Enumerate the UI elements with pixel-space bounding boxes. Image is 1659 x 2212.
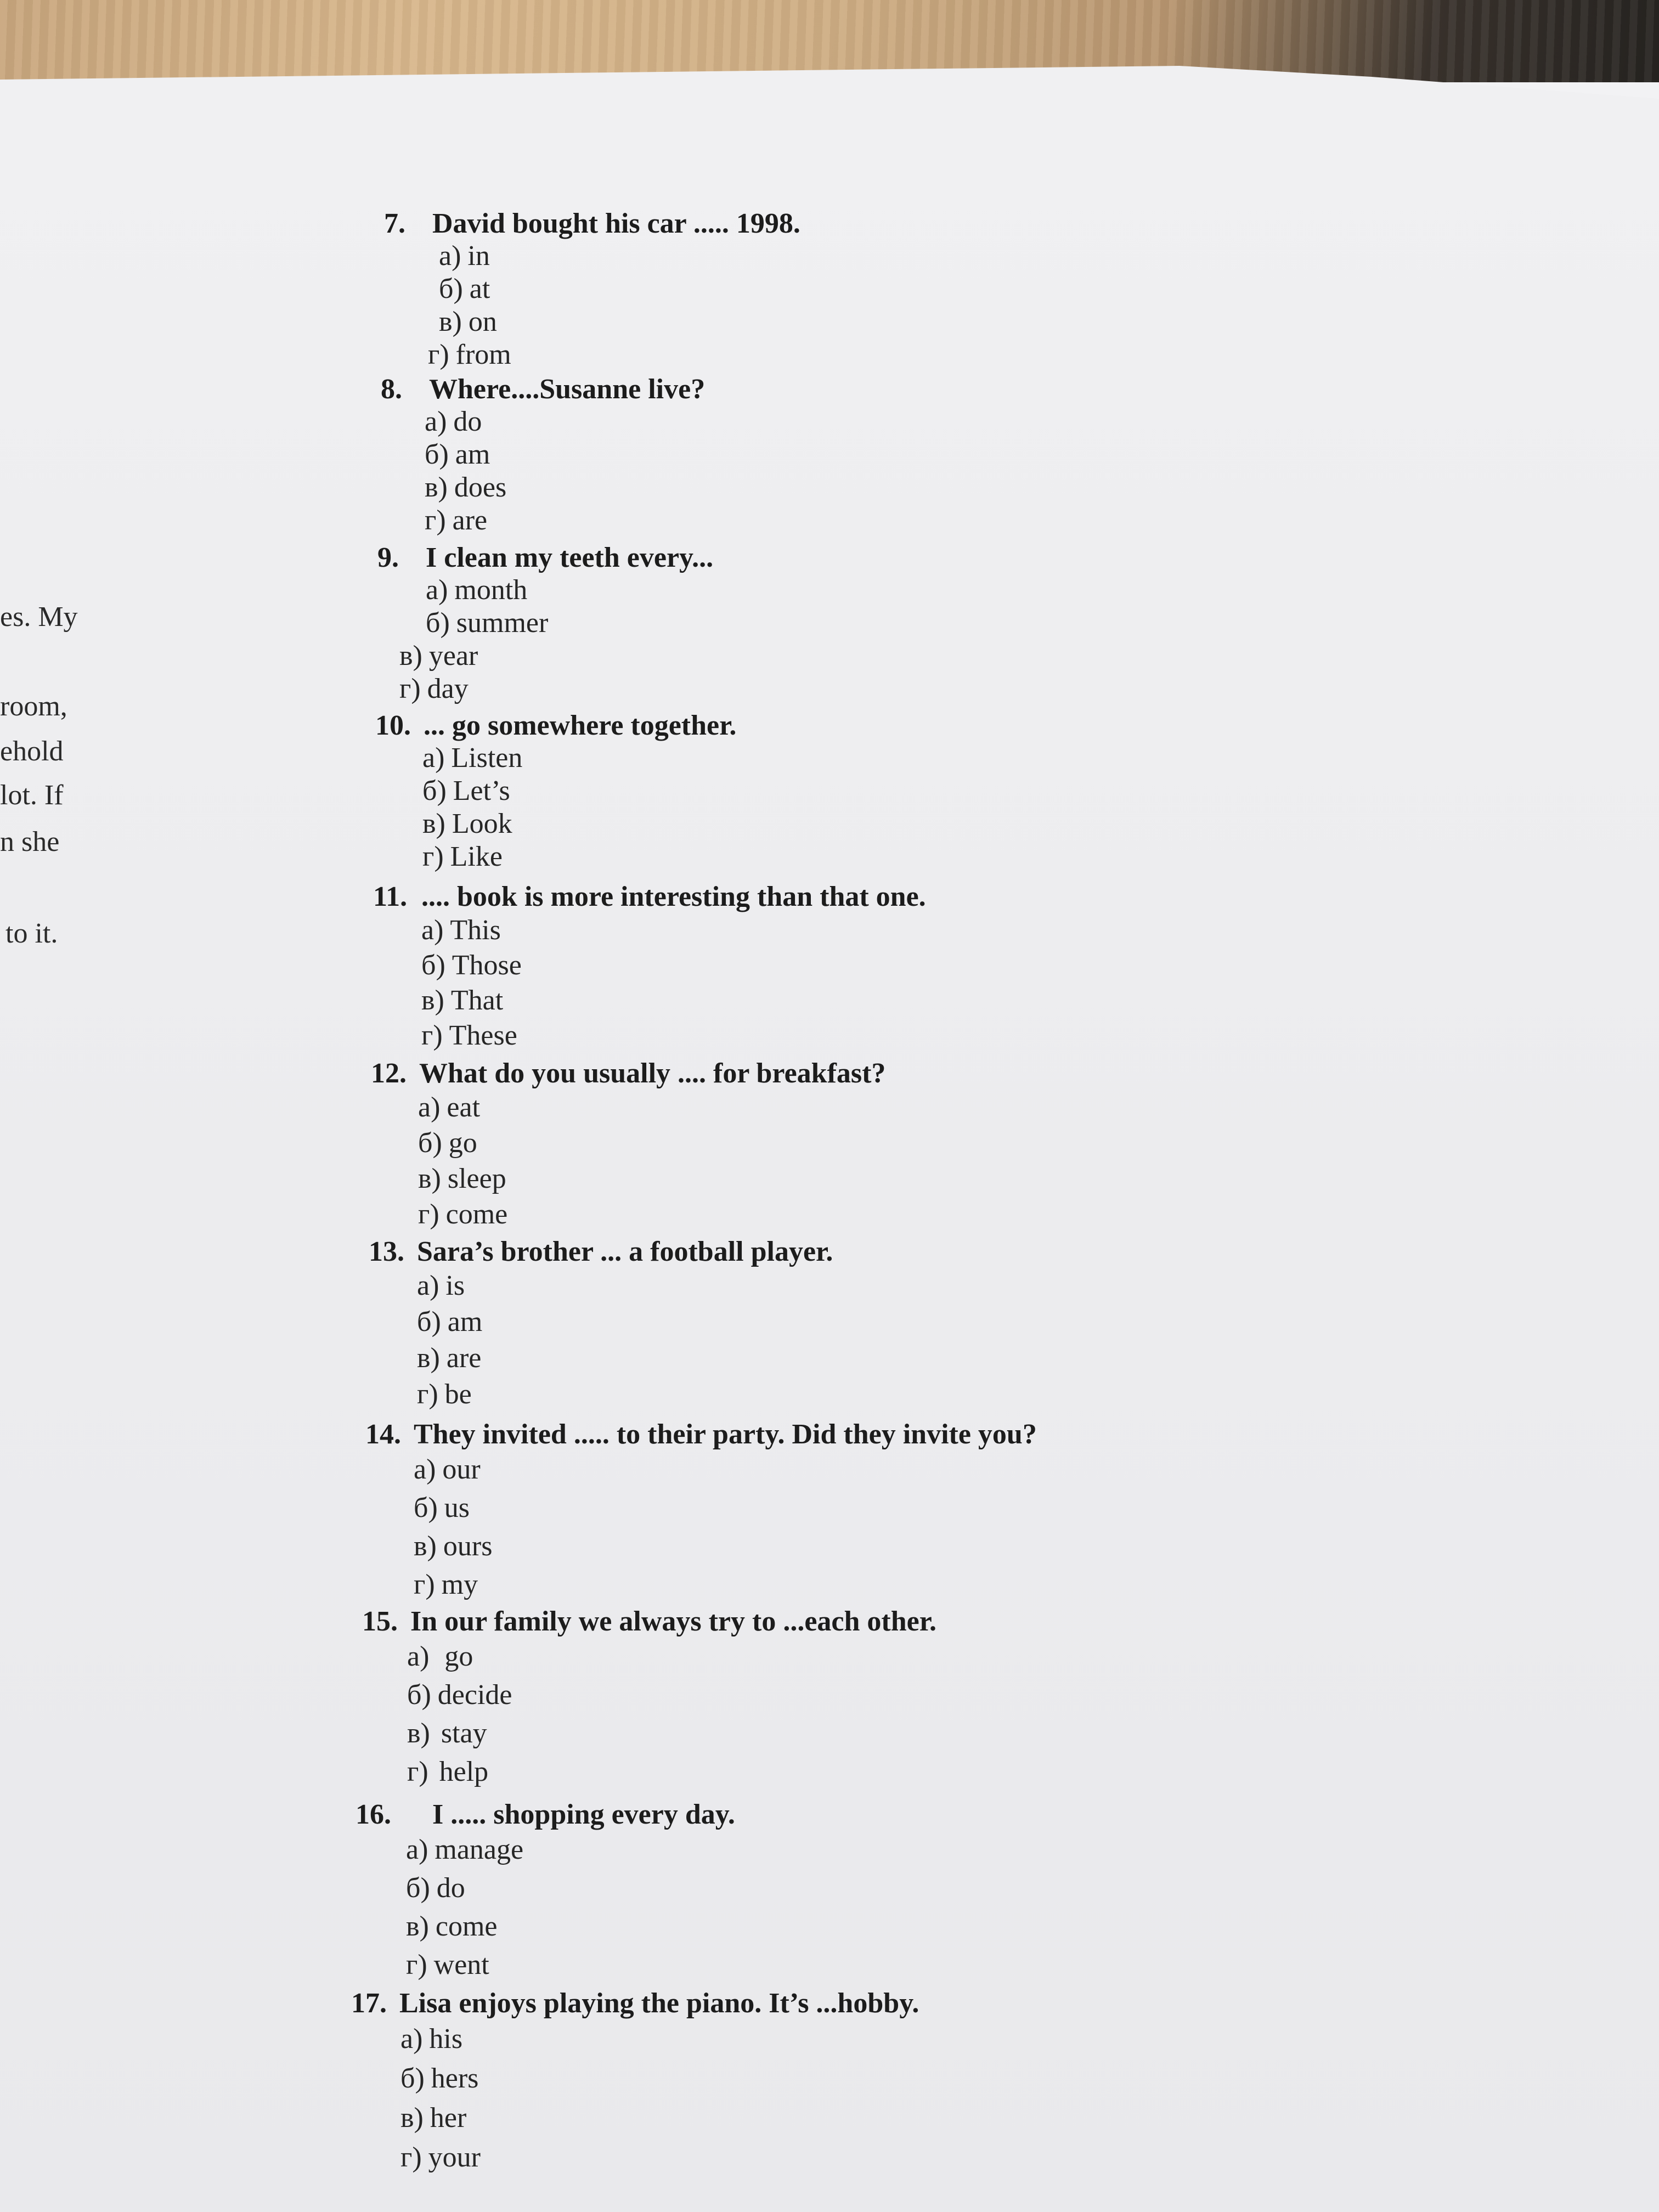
answer-option[interactable]: б) summer — [426, 607, 549, 639]
answer-option[interactable]: г) went — [406, 1949, 489, 1980]
question-text: What do you usually .... for breakfast? — [419, 1058, 886, 1089]
question-text: ... go somewhere together. — [424, 710, 737, 741]
answer-option[interactable]: а) his — [400, 2023, 463, 2055]
answer-option[interactable]: б) Those — [421, 950, 522, 981]
answer-option[interactable]: в) on — [439, 306, 497, 337]
answer-option[interactable]: б) decide — [407, 1679, 512, 1711]
left-fragment: n she — [0, 826, 60, 857]
left-fragment: es. My — [0, 601, 78, 633]
question-text: I ..... shopping every day. — [432, 1799, 735, 1830]
question-9 — [377, 541, 1365, 706]
question-17 — [351, 1987, 1339, 2177]
question-prompt — [362, 1605, 1350, 1638]
answer-option[interactable]: г) day — [399, 673, 469, 704]
question-prompt — [381, 373, 1368, 405]
question-number: 9. — [377, 542, 399, 573]
answer-option[interactable]: в) year — [399, 640, 478, 672]
question-prompt — [371, 1057, 1358, 1090]
left-fragment: lot. If — [0, 780, 64, 811]
question-10 — [375, 709, 1363, 873]
answer-option[interactable]: а) eat — [418, 1092, 481, 1123]
question-text: I clean my teeth every... — [426, 542, 714, 573]
answer-option[interactable]: а) do — [425, 406, 482, 437]
answer-option[interactable]: в) come — [406, 1911, 498, 1942]
answer-option[interactable]: в) are — [417, 1342, 482, 1374]
answer-option[interactable]: г) be — [417, 1379, 472, 1410]
question-number: 7. — [384, 208, 405, 239]
left-fragment: ehold — [0, 736, 64, 767]
question-11 — [373, 881, 1361, 1053]
question-text: Lisa enjoys playing the piano. It’s ...hobby. — [399, 1988, 919, 2019]
question-text: Sara’s brother ... a football player. — [417, 1236, 833, 1267]
answer-option[interactable]: б) am — [425, 439, 490, 470]
question-prompt — [377, 541, 1365, 574]
question-prompt — [351, 1987, 1339, 2019]
answer-option[interactable]: а) This — [421, 915, 501, 946]
answer-option[interactable]: в) ours — [414, 1531, 493, 1562]
question-number: 17. — [351, 1988, 387, 2019]
answer-option[interactable]: г) your — [400, 2142, 481, 2173]
question-13 — [369, 1235, 1356, 1413]
question-text: David bought his car ..... 1998. — [432, 208, 800, 239]
answer-option[interactable]: в) sleep — [418, 1163, 506, 1194]
question-14 — [365, 1418, 1353, 1604]
answer-option[interactable]: г) Like — [422, 841, 503, 872]
question-text: .... book is more interesting than that one. — [421, 881, 926, 912]
question-prompt — [356, 1798, 1343, 1831]
left-margin-text — [0, 0, 110, 2212]
question-text: They invited ..... to their party. Did they invite you? — [414, 1419, 1037, 1450]
answer-option[interactable]: г) These — [421, 1020, 517, 1051]
question-number: 14. — [365, 1419, 401, 1450]
answer-option[interactable]: г) come — [418, 1199, 508, 1230]
answer-option[interactable]: в) does — [425, 472, 507, 503]
answer-option[interactable]: б) at — [439, 273, 490, 304]
question-number: 15. — [362, 1606, 398, 1637]
question-number: 11. — [373, 881, 408, 912]
answer-option[interactable]: г) help — [407, 1756, 489, 1787]
question-prompt — [373, 881, 1361, 913]
answer-option[interactable]: в) her — [400, 2102, 467, 2134]
left-fragment: to it. — [5, 918, 58, 949]
answer-option[interactable]: а) in — [439, 240, 490, 272]
answer-option[interactable]: б) Let’s — [422, 775, 510, 806]
answer-option[interactable]: г) are — [425, 505, 488, 536]
question-number: 10. — [375, 710, 411, 741]
question-prompt — [365, 1418, 1353, 1451]
question-number: 16. — [356, 1799, 391, 1830]
question-number: 13. — [369, 1236, 404, 1267]
question-text: In our family we always try to ...each other. — [410, 1606, 937, 1637]
answer-option[interactable]: б) us — [414, 1492, 470, 1523]
answer-option[interactable]: а) Listen — [422, 742, 523, 774]
answer-option[interactable]: б) do — [406, 1872, 465, 1904]
answer-option[interactable]: а) manage — [406, 1834, 524, 1865]
left-fragment: room, — [0, 691, 67, 722]
question-text: Where....Susanne live? — [429, 374, 706, 405]
question-16 — [356, 1798, 1343, 1984]
question-number: 12. — [371, 1058, 407, 1089]
answer-option[interactable]: в) That — [421, 985, 504, 1016]
question-15 — [362, 1605, 1350, 1791]
question-prompt — [384, 207, 1372, 240]
answer-option[interactable]: г) my — [414, 1569, 478, 1600]
answer-option[interactable]: а) is — [417, 1270, 465, 1301]
answer-option[interactable]: в) Look — [422, 808, 512, 839]
answer-option[interactable]: г) from — [428, 339, 511, 370]
answer-option[interactable]: а) go — [407, 1641, 473, 1672]
answer-option[interactable]: а) month — [426, 574, 528, 606]
question-prompt — [369, 1235, 1356, 1268]
answer-option[interactable]: б) hers — [400, 2063, 479, 2094]
question-7 — [384, 207, 1372, 371]
question-8 — [381, 373, 1368, 537]
answer-option[interactable]: в) stay — [407, 1718, 487, 1749]
answer-option[interactable]: б) am — [417, 1306, 483, 1338]
answer-option[interactable]: а) our — [414, 1454, 481, 1485]
question-number: 8. — [381, 374, 402, 405]
answer-option[interactable]: б) go — [418, 1127, 477, 1159]
question-12 — [371, 1057, 1358, 1232]
question-prompt — [375, 709, 1363, 742]
